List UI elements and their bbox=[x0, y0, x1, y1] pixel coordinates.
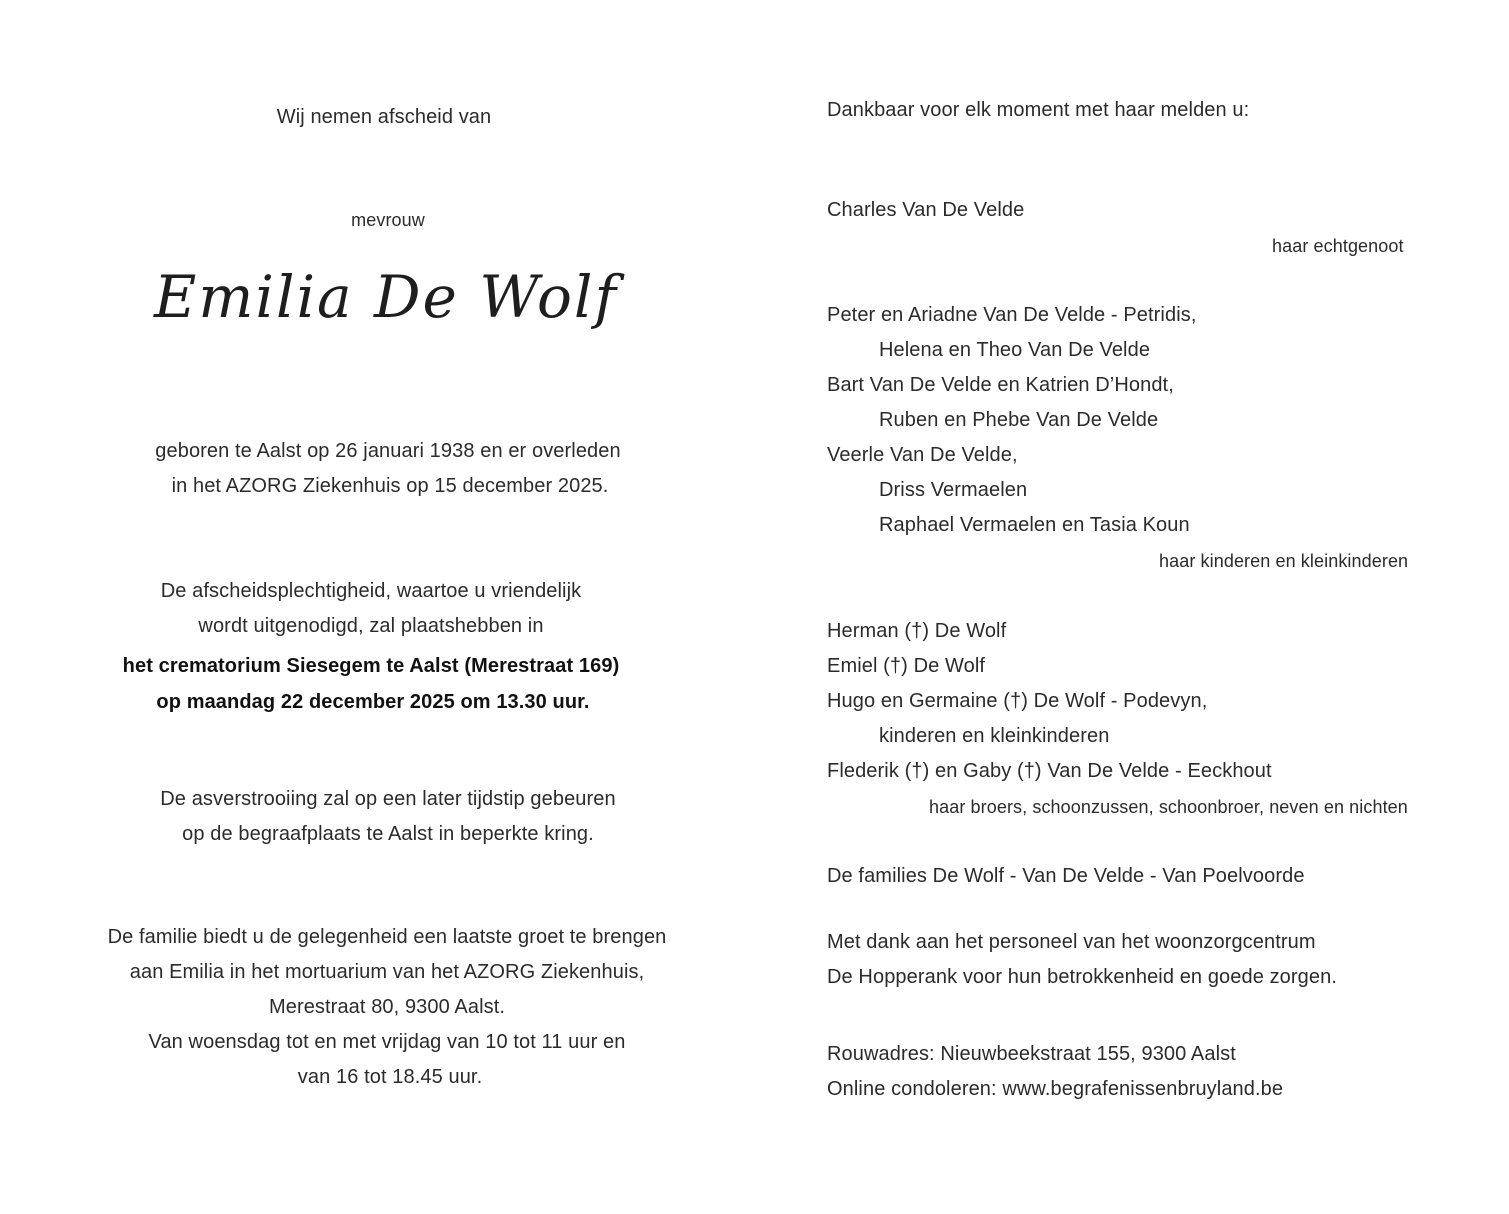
birth-line-2: in het AZORG Ziekenhuis op 15 december 2025. bbox=[171, 475, 609, 497]
sibling-line: Hugo en Germaine (†) De Wolf - Podevyn, bbox=[827, 690, 1208, 712]
deceased-name: Emilia De Wolf bbox=[154, 263, 618, 331]
sibling-line: kinderen en kleinkinderen bbox=[879, 725, 1110, 747]
child-line: Peter en Ariadne Van De Velde - Petridis, bbox=[827, 304, 1197, 326]
visit-line-3: Merestraat 80, 9300 Aalst. bbox=[268, 996, 506, 1018]
grandchild-line: Driss Vermaelen bbox=[879, 479, 1028, 501]
thanks-line-1: Met dank aan het personeel van het woonzorgcentrum bbox=[827, 931, 1316, 953]
scatter-line-1: De asverstrooiing zal op een later tijdstip gebeuren bbox=[160, 788, 616, 810]
spouse-role: haar echtgenoot bbox=[1272, 236, 1404, 256]
visit-line-5: van 16 tot 18.45 uur. bbox=[297, 1066, 483, 1088]
ceremony-time: op maandag 22 december 2025 om 13.30 uur. bbox=[156, 691, 590, 713]
families-line: De families De Wolf - Van De Velde - Van Poelvoorde bbox=[827, 865, 1305, 887]
children-role: haar kinderen en kleinkinderen bbox=[1159, 551, 1409, 571]
visit-line-4: Van woensdag tot en met vrijdag van 10 tot 11 uur en bbox=[148, 1031, 626, 1053]
siblings-role: haar broers, schoonzussen, schoonbroer, neven en nichten bbox=[929, 797, 1408, 817]
visit-line-2: aan Emilia in het mortuarium van het AZORG Ziekenhuis, bbox=[129, 961, 645, 983]
thanks-intro: Dankbaar voor elk moment met haar melden u: bbox=[827, 99, 1250, 121]
ceremony-line-1: De afscheidsplechtigheid, waartoe u vriendelijk bbox=[160, 580, 582, 602]
title-prefix: mevrouw bbox=[351, 210, 425, 230]
address-line: Rouwadres: Nieuwbeekstraat 155, 9300 Aalst bbox=[827, 1043, 1236, 1065]
online-condolence-line[interactable]: Online condoleren: www.begrafenissenbruyland.be bbox=[827, 1078, 1284, 1100]
sibling-line: Herman (†) De Wolf bbox=[827, 620, 1007, 642]
intro-text: Wij nemen afscheid van bbox=[276, 106, 492, 128]
child-line: Veerle Van De Velde, bbox=[827, 444, 1018, 466]
sibling-line: Emiel (†) De Wolf bbox=[827, 655, 986, 677]
ceremony-line-2: wordt uitgenodigd, zal plaatshebben in bbox=[198, 615, 544, 637]
grandchild-line: Ruben en Phebe Van De Velde bbox=[879, 409, 1159, 431]
grandchild-line: Helena en Theo Van De Velde bbox=[879, 339, 1151, 361]
spouse-name: Charles Van De Velde bbox=[827, 199, 1025, 221]
scatter-line-2: op de begraafplaats te Aalst in beperkte kring. bbox=[182, 823, 594, 845]
thanks-line-2: De Hopperank voor hun betrokkenheid en goede zorgen. bbox=[827, 966, 1337, 988]
ceremony-location: het crematorium Siesegem te Aalst (Merestraat 169) bbox=[122, 655, 620, 677]
visit-line-1: De familie biedt u de gelegenheid een laatste groet te brengen bbox=[107, 926, 667, 948]
birth-line-1: geboren te Aalst op 26 januari 1938 en er overleden bbox=[155, 440, 621, 462]
sibling-line: Flederik (†) en Gaby (†) Van De Velde - Eeckhout bbox=[827, 760, 1272, 782]
child-line: Bart Van De Velde en Katrien D’Hondt, bbox=[827, 374, 1174, 396]
grandchild-line: Raphael Vermaelen en Tasia Koun bbox=[879, 514, 1190, 536]
